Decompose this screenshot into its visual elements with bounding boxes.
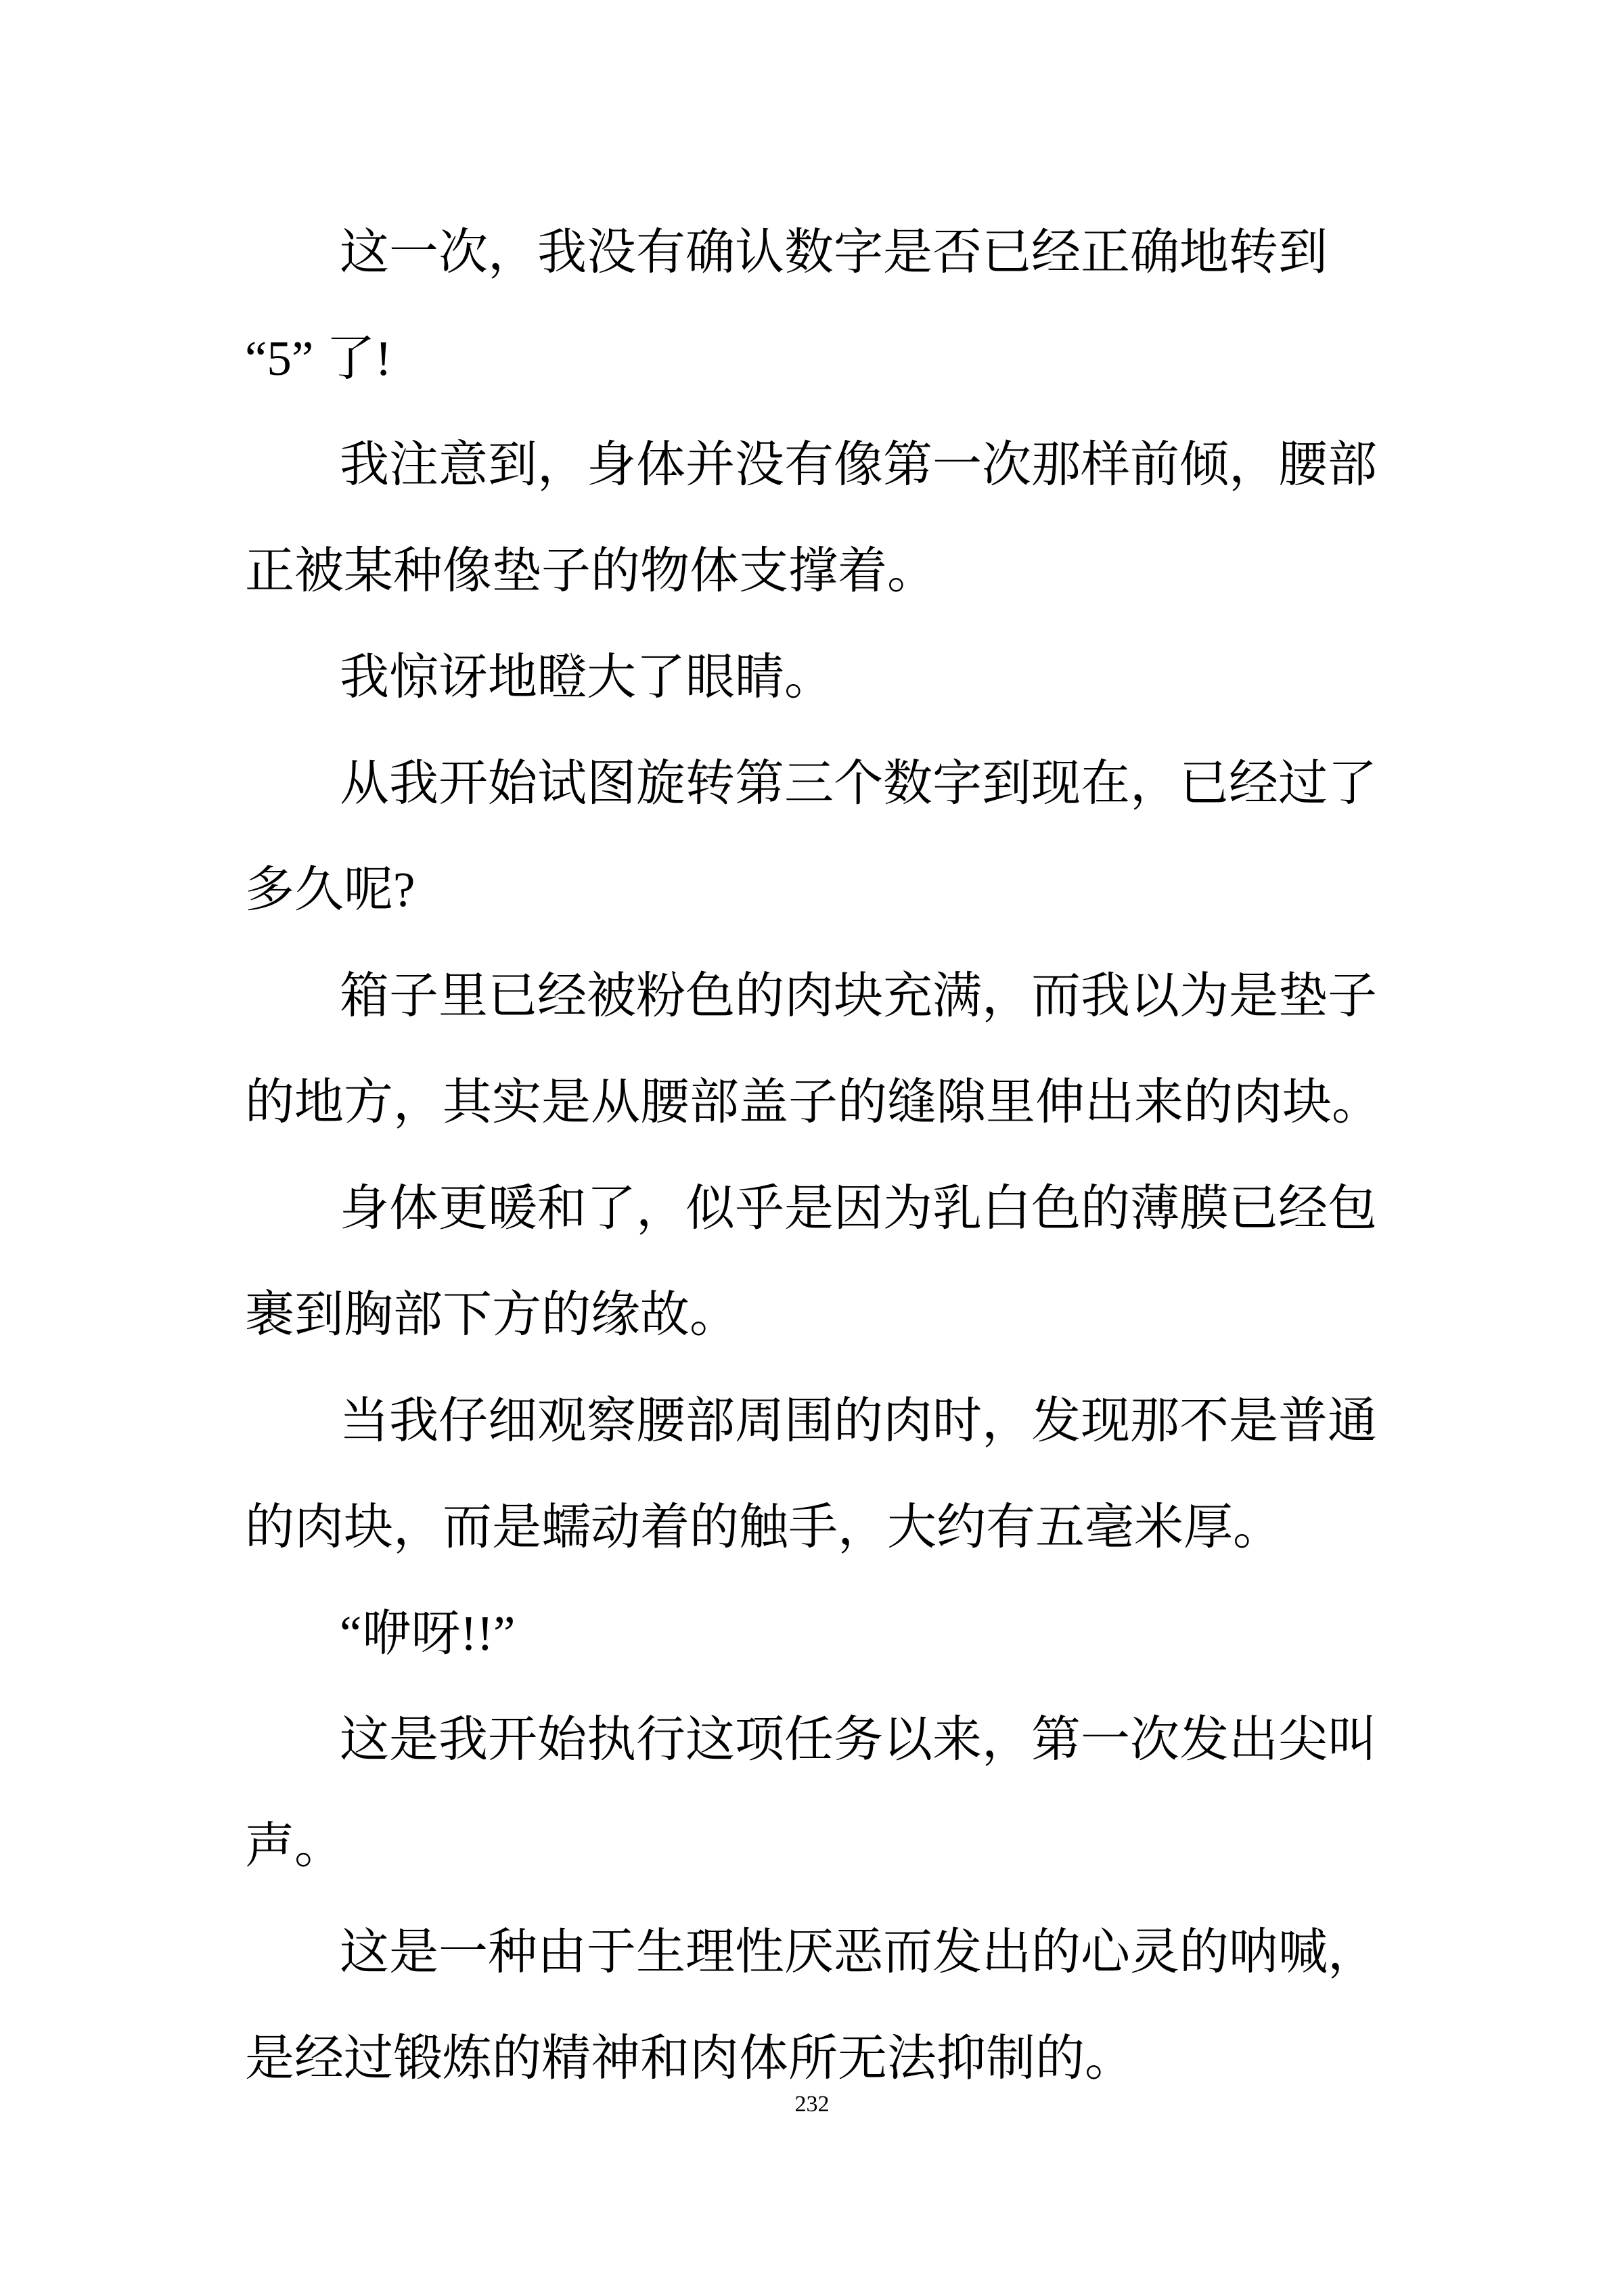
text-line: 裹到胸部下方的缘故。 [245, 1287, 739, 1342]
text-line: 从我开始试图旋转第三个数字到现在，已经过了 [340, 756, 1377, 811]
text-line: “咿呀!!” [340, 1606, 516, 1661]
text-line: 身体更暖和了，似乎是因为乳白色的薄膜已经包 [340, 1181, 1377, 1236]
text-line: 当我仔细观察腰部周围的肉时，发现那不是普通 [340, 1393, 1377, 1448]
text-line: 这是一种由于生理性厌恶而发出的心灵的呐喊， [340, 1924, 1377, 1979]
text-line: 的地方，其实是从腰部盖子的缝隙里伸出来的肉块。 [245, 1075, 1381, 1129]
text-line: 正被某种像垫子的物体支撑着。 [245, 543, 937, 598]
text-line: 这是我开始执行这项任务以来，第一次发出尖叫 [340, 1712, 1377, 1767]
text-line: 箱子里已经被粉色的肉块充满，而我以为是垫子 [340, 968, 1377, 1023]
text-line: 我注意到，身体并没有像第一次那样前倾，腰部 [340, 437, 1377, 492]
text-line: 我惊讶地瞪大了眼睛。 [340, 650, 834, 704]
text-line: “5” 了! [245, 331, 392, 386]
text-line: 是经过锻炼的精神和肉体所无法抑制的。 [245, 2031, 1134, 2086]
text-line: 多久呢? [245, 862, 415, 917]
text-line: 这一次，我没有确认数字是否已经正确地转到 [340, 225, 1328, 279]
text-line: 的肉块，而是蠕动着的触手，大约有五毫米厚。 [245, 1500, 1282, 1554]
text-line: 声。 [245, 1818, 344, 1873]
page-text [245, 199, 1389, 2111]
page-number: 232 [794, 2092, 830, 2117]
